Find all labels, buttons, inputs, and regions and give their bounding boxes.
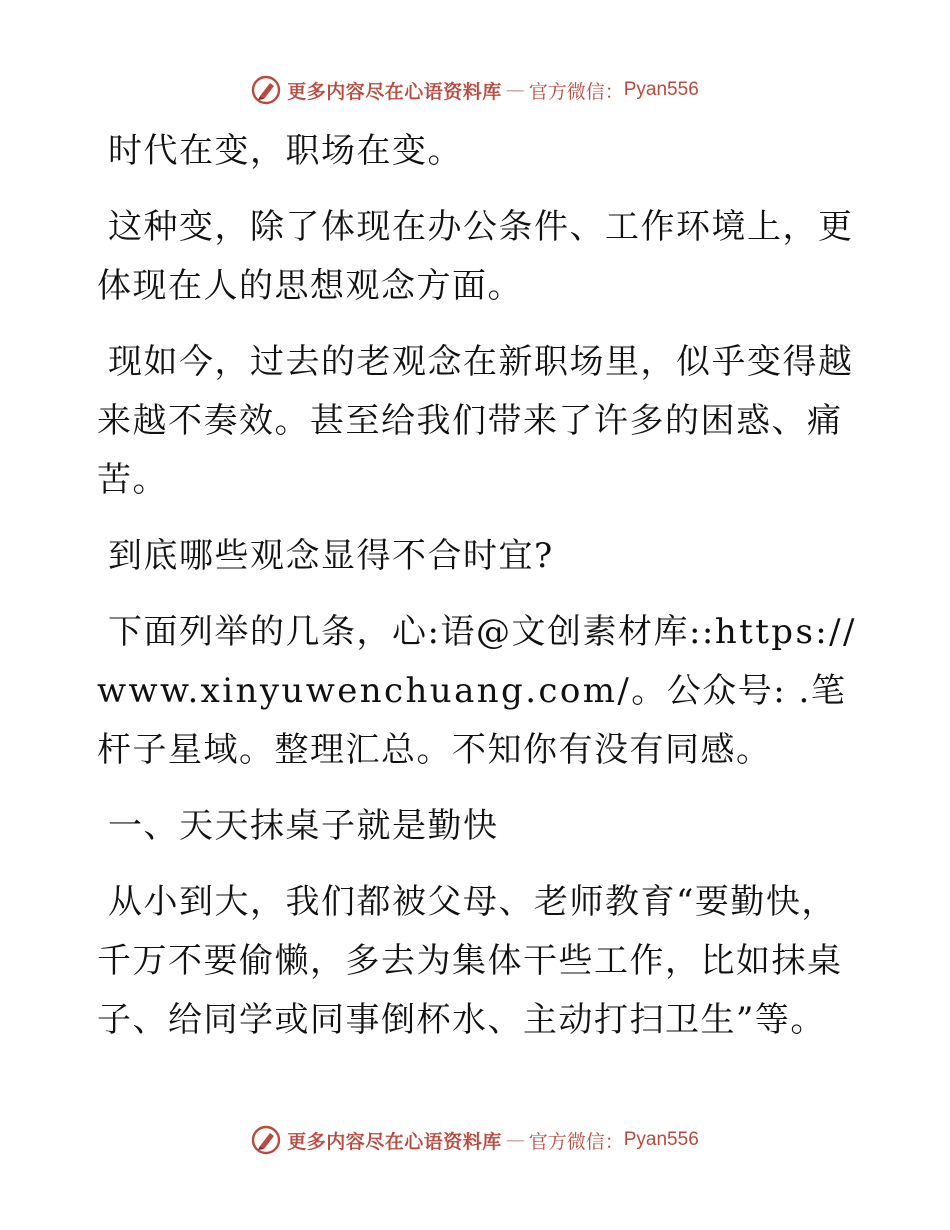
website-url: https://www.xinyuwenchuang.com/ <box>97 612 857 711</box>
banner-site-name: 更多内容尽在心语资料库 <box>287 80 502 103</box>
paragraph: 到底哪些观念显得不合时宜? <box>108 536 554 576</box>
paragraph: 现如今，过去的老观念在新职场里，似乎变得越来越不奏效。甚至给我们带来了许多的困惑、痛苦。 <box>97 342 854 500</box>
paragraph-text: 下面列举的几条，心:语@文创素材库:: <box>108 612 715 652</box>
header-banner <box>0 70 950 110</box>
banner-separator: — <box>505 79 525 101</box>
pen-logo-icon <box>251 75 281 105</box>
banner-wechat-label: 官方微信： <box>528 80 624 103</box>
document-body <box>97 122 857 1067</box>
paragraph-text: 。公众号: .笔杆子星域。整理汇总。不知你有没有同感。 <box>97 671 847 770</box>
pen-logo-icon <box>251 1125 281 1155</box>
banner-wechat-id: Pyan556 <box>623 1129 699 1150</box>
banner-wechat-id: Pyan556 <box>623 79 699 100</box>
paragraph: 这种变，除了体现在办公条件、工作环境上，更体现在人的思想观念方面。 <box>97 207 854 306</box>
paragraph: 时代在变，职场在变。 <box>108 131 463 171</box>
banner-site-name: 更多内容尽在心语资料库 <box>287 1130 502 1153</box>
paragraph-with-link <box>97 603 857 780</box>
banner-wechat-label: 官方微信： <box>528 1130 624 1153</box>
section-heading: 一、天天抹桌子就是勤快 <box>108 806 499 846</box>
banner-separator: — <box>505 1129 525 1151</box>
footer-banner <box>0 1120 950 1160</box>
paragraph: 从小到大，我们都被父母、老师教育“要勤快，千万不要偷懒，多去为集体干些工作，比如抹桌子、给同学或同事倒杯水、主动打扫卫生”等。 <box>97 882 843 1040</box>
